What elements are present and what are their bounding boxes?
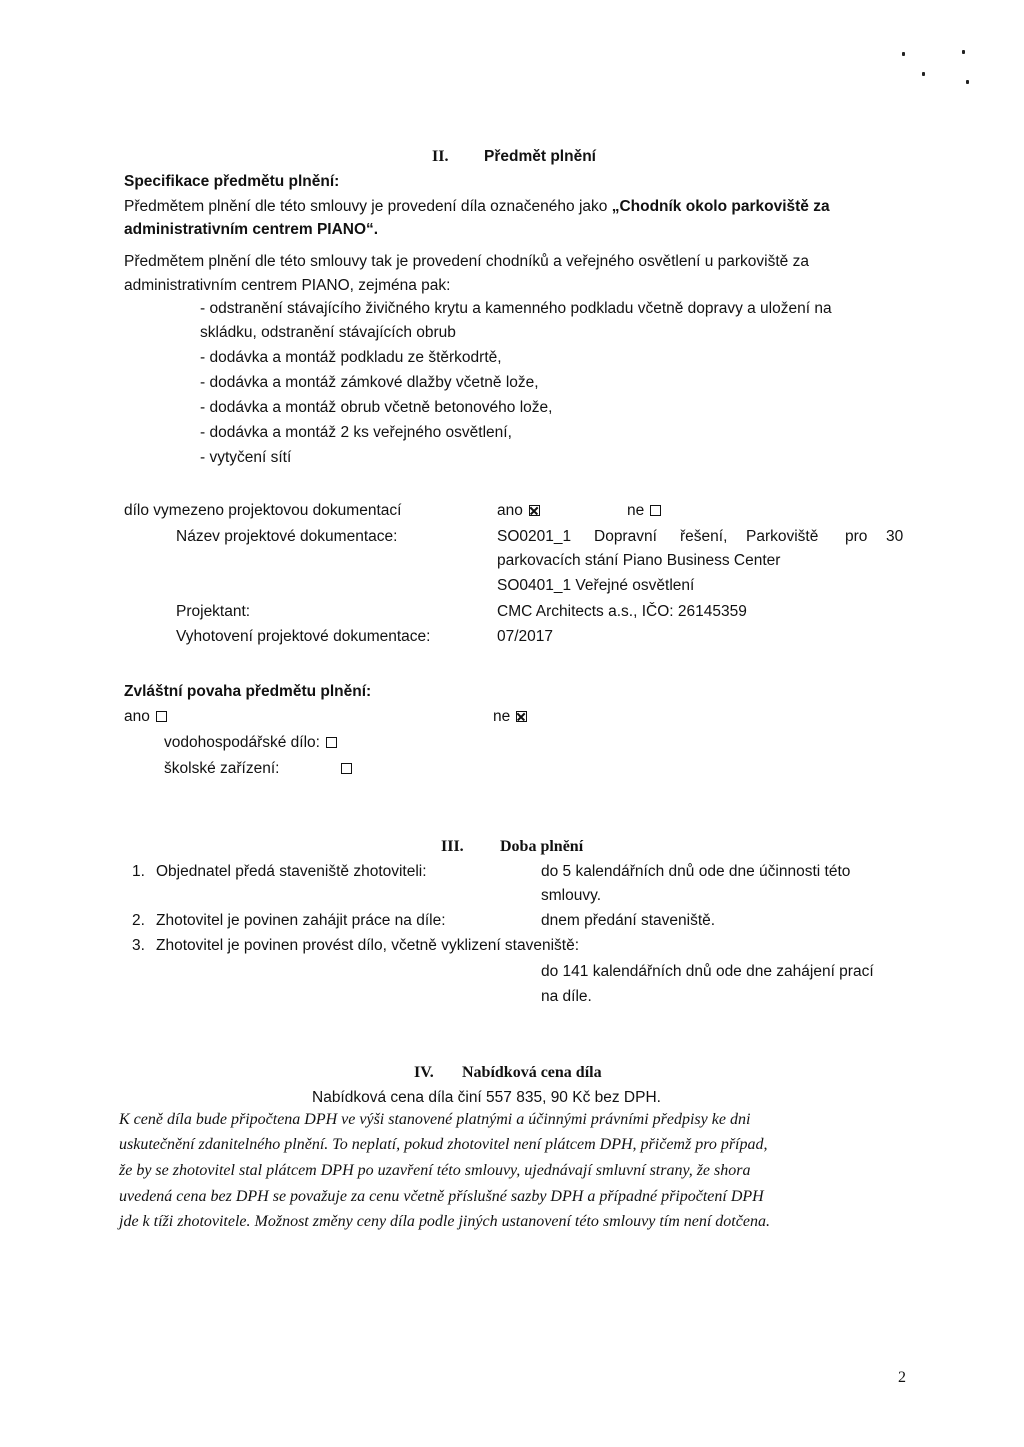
price-statement: Nabídková cena díla činí 557 835, 90 Kč bez DPH.: [312, 1089, 661, 1106]
docs-date-value: 07/2017: [497, 628, 554, 645]
special-no-option[interactable]: [493, 706, 527, 728]
project-name-value: [497, 526, 571, 548]
term-3-value: na díle.: [541, 988, 592, 1005]
designer-label: Projektant:: [176, 603, 251, 620]
page-number: 2: [898, 1369, 906, 1386]
vat-clause-line: jde k tíži zhotovitele. Možnost změny ceny díla podle jiných ustanovení této smlouvy tím není dotčena.: [119, 1213, 770, 1230]
project-name-line: SO0401_1 Veřejné osvětlení: [497, 577, 695, 594]
project-name-word: 30: [886, 528, 904, 545]
no-label: ne: [493, 708, 511, 725]
scope-item: - dodávka a montáž zámkové dlažby včetně lože,: [200, 374, 539, 391]
scope-paragraph-line: administrativním centrem PIANO, zejména pak:: [124, 277, 451, 294]
project-name-word: Parkoviště: [746, 528, 819, 545]
school-facility-checkbox[interactable]: [341, 758, 352, 780]
water-work-option[interactable]: [164, 732, 337, 754]
water-work-label: vodohospodářské dílo:: [164, 734, 320, 751]
checked-checkbox-icon[interactable]: [529, 505, 540, 516]
project-name-word: řešení,: [680, 528, 728, 545]
term-1-value: do 5 kalendářních dnů ode dne účinnosti této: [541, 863, 851, 880]
scan-speck: [922, 72, 925, 76]
term-3-number: 3.: [132, 937, 145, 954]
vat-clause-line: K ceně díla bude připočtena DPH ve výši stanovené platnými a účinnými právními předpisy ke dni: [119, 1111, 751, 1128]
section-4-number: IV.: [414, 1064, 434, 1081]
term-2-label: Zhotovitel je povinen zahájit práce na díle:: [156, 912, 446, 929]
yes-label: ano: [124, 708, 150, 725]
scope-item: - vytyčení sítí: [200, 449, 292, 466]
project-docs-no-option[interactable]: [627, 500, 661, 522]
yes-label: ano: [497, 502, 523, 519]
term-3-label: Zhotovitel je povinen provést dílo, včetně vyklizení staveniště:: [156, 937, 580, 954]
scope-item: - dodávka a montáž 2 ks veřejného osvětlení,: [200, 424, 512, 441]
empty-checkbox-icon[interactable]: [156, 711, 167, 722]
section-3-number: III.: [441, 838, 464, 855]
term-3-value: do 141 kalendářních dnů ode dne zahájení prací: [541, 963, 874, 980]
special-nature-label: Zvláštní povaha předmětu plnění:: [124, 683, 372, 700]
subject-text: Předmětem plnění dle této smlouvy je provedení díla označeného jako: [124, 198, 612, 215]
scan-speck: [966, 80, 969, 84]
project-name-label: Název projektové dokumentace:: [176, 528, 398, 545]
doc-code: SO0201_1: [497, 528, 572, 545]
section-2-number: II.: [432, 148, 449, 165]
project-docs-yes-option[interactable]: [497, 500, 540, 522]
project-name-word: Dopravní: [594, 528, 657, 545]
term-2-value: dnem předání staveniště.: [541, 912, 716, 929]
school-facility-option[interactable]: [164, 758, 279, 780]
subject-paragraph-line: administrativním centrem PIANO“.: [124, 221, 379, 238]
vat-clause-line: uskutečnění zdanitelného plnění. To neplatí, pokud zhotovitel není plátcem DPH, přičemž pro případ,: [119, 1136, 768, 1153]
empty-checkbox-icon[interactable]: [650, 505, 661, 516]
docs-date-label: Vyhotovení projektové dokumentace:: [176, 628, 431, 645]
term-1-number: 1.: [132, 863, 145, 880]
project-docs-label: dílo vymezeno projektovou dokumentací: [124, 502, 402, 519]
scope-item: - dodávka a montáž obrub včetně betonového lože,: [200, 399, 553, 416]
section-3-title: Doba plnění: [500, 838, 584, 855]
scan-speck: [962, 50, 965, 54]
subject-paragraph-line: [124, 196, 830, 218]
empty-checkbox-icon[interactable]: [341, 763, 352, 774]
empty-checkbox-icon[interactable]: [326, 737, 337, 748]
special-yes-option[interactable]: [124, 706, 167, 728]
checked-checkbox-icon[interactable]: [516, 711, 527, 722]
term-1-label: Objednatel předá staveniště zhotoviteli:: [156, 863, 427, 880]
scope-item: skládku, odstranění stávajících obrub: [200, 324, 456, 341]
scope-item: - odstranění stávajícího živičného krytu a kamenného podkladu včetně dopravy a uložení na: [200, 300, 832, 317]
section-4-title: Nabídková cena díla: [462, 1064, 602, 1081]
vat-clause-line: uvedená cena bez DPH se považuje za cenu včetně příslušné sazby DPH a případné připočtení DPH: [119, 1188, 764, 1205]
project-name-line: parkovacích stání Piano Business Center: [497, 552, 781, 569]
designer-value: CMC Architects a.s., IČO: 26145359: [497, 603, 747, 620]
scan-speck: [902, 52, 905, 56]
project-name-word: pro: [845, 528, 868, 545]
scope-item: - dodávka a montáž podkladu ze štěrkodrtě,: [200, 349, 502, 366]
project-name: „Chodník okolo parkoviště za: [611, 198, 830, 215]
term-1-value: smlouvy.: [541, 887, 602, 904]
term-2-number: 2.: [132, 912, 145, 929]
school-facility-label: školské zařízení:: [164, 760, 280, 777]
scope-paragraph-line: Předmětem plnění dle této smlouvy tak je provedení chodníků a veřejného osvětlení u parkoviště za: [124, 253, 809, 270]
vat-clause-line: že by se zhotovitel stal plátcem DPH po uzavření této smlouvy, ujednávají smluvní strany, že shora: [119, 1162, 751, 1179]
section-2-title: Předmět plnění: [484, 148, 596, 165]
specification-label: Specifikace předmětu plnění:: [124, 173, 340, 190]
no-label: ne: [627, 502, 645, 519]
